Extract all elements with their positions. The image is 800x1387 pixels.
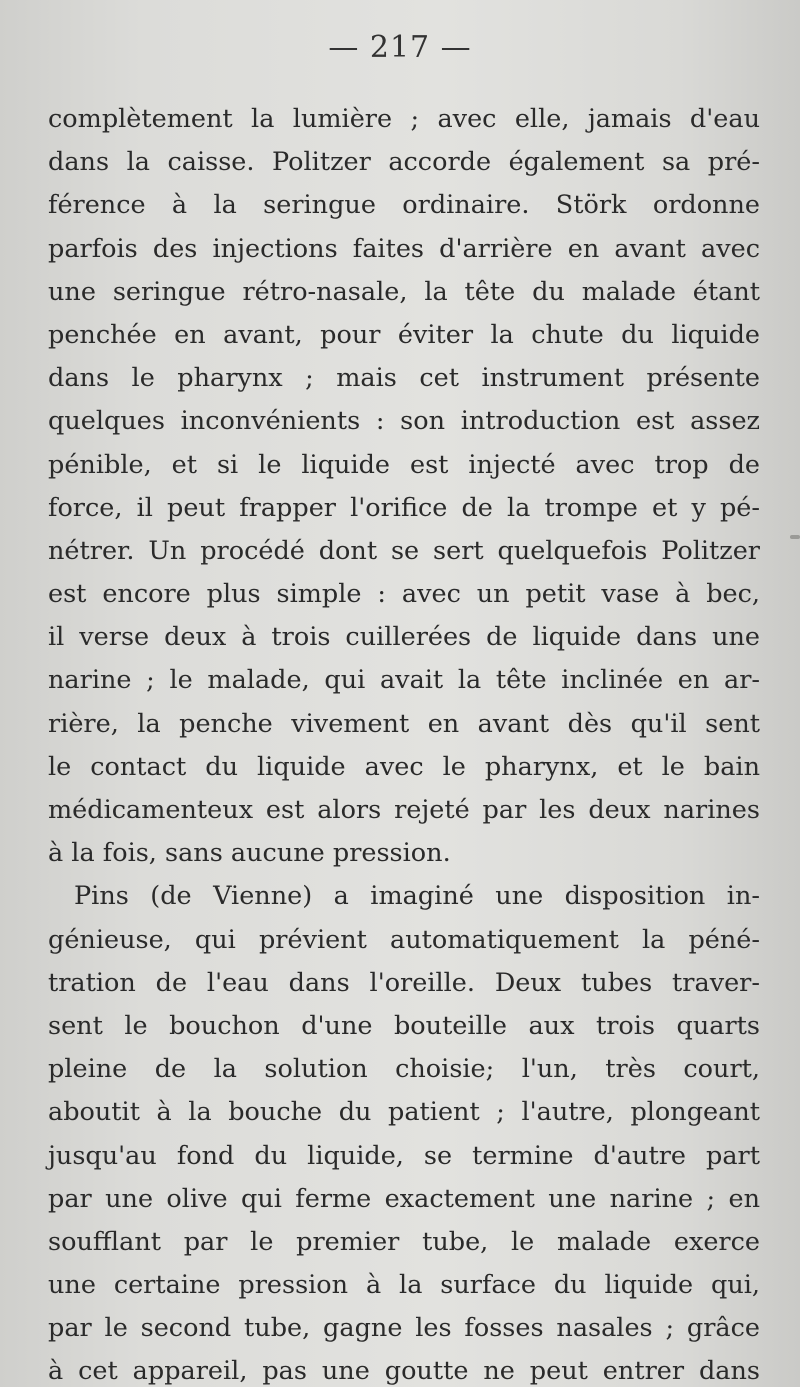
- text-line: pleine de la solution choisie; l'un, très court,: [48, 1054, 760, 1085]
- text-line: sent le bouchon d'une bouteille aux trois quarts: [48, 1010, 760, 1041]
- text-line: il verse deux à trois cuillerées de liquide dans une: [48, 622, 760, 653]
- text-line: soufflant par le premier tube, le malade exerce: [48, 1226, 760, 1257]
- text-line: narine ; le malade, qui avait la tête inclinée en ar-: [48, 665, 760, 696]
- text-line: le contact du liquide avec le pharynx, et le bain: [48, 751, 760, 782]
- body-text: [48, 98, 760, 1387]
- text-line: force, il peut frapper l'orifice de la trompe et y pé-: [48, 492, 760, 523]
- text-line: par le second tube, gagne les fosses nasales ; grâce: [48, 1313, 760, 1344]
- text-line: est encore plus simple : avec un petit vase à bec,: [48, 579, 760, 610]
- text-line: médicamenteux est alors rejeté par les deux narines: [48, 795, 760, 825]
- text-line: une certaine pression à la surface du liquide qui,: [48, 1270, 760, 1301]
- scan-artifact: [790, 535, 800, 539]
- page-number: — 217 —: [328, 30, 472, 65]
- text-line: une seringue rétro-nasale, la tête du malade étant: [48, 276, 760, 307]
- text-line: parfois des injections faites d'arrière en avant avec: [48, 233, 760, 264]
- text-line: quelques inconvénients : son introduction est assez: [48, 406, 760, 437]
- text-line: à cet appareil, pas une goutte ne peut entrer dans: [48, 1356, 760, 1387]
- text-line: rière, la penche vivement en avant dès qu'il sent: [48, 708, 760, 739]
- text-line: tration de l'eau dans l'oreille. Deux tubes traver-: [48, 967, 760, 998]
- paragraph-start-line: Pins (de Vienne) a imaginé une disposition in-: [74, 881, 760, 912]
- text-line: aboutit à la bouche du patient ; l'autre, plongeant: [48, 1097, 760, 1128]
- text-line: génieuse, qui prévient automatiquement la péné-: [48, 924, 760, 955]
- text-line: complètement la lumière ; avec elle, jamais d'eau: [48, 104, 760, 134]
- text-line: dans la caisse. Politzer accorde également sa pré-: [48, 147, 760, 178]
- text-line: penchée en avant, pour éviter la chute du liquide: [48, 319, 760, 350]
- paragraph-end-line: à la fois, sans aucune pression.: [48, 838, 451, 869]
- text-line: jusqu'au fond du liquide, se termine d'autre part: [48, 1140, 760, 1171]
- text-line: dans le pharynx ; mais cet instrument présente: [48, 363, 760, 394]
- text-line: nétrer. Un procédé dont se sert quelquefois Politzer: [48, 535, 760, 566]
- text-line: pénible, et si le liquide est injecté avec trop de: [48, 449, 760, 480]
- text-line: par une olive qui ferme exactement une narine ; en: [48, 1183, 760, 1214]
- text-line: férence à la seringue ordinaire. Störk ordonne: [48, 190, 760, 221]
